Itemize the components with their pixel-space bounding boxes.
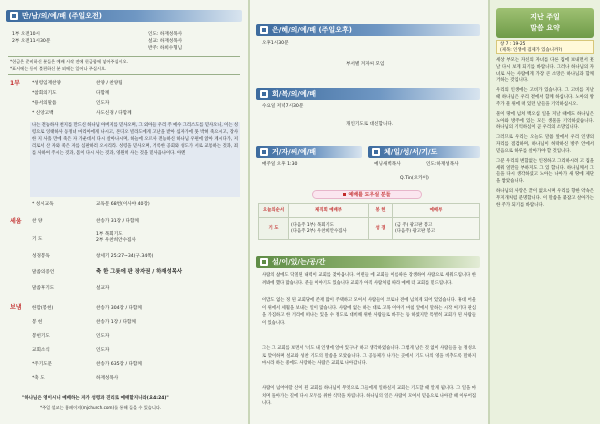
table-row — [259, 218, 480, 240]
sermon-title: 축 한 그릇에 판 장자권 / 하재성목사 — [96, 269, 183, 275]
order-label: 봉 헌 — [32, 320, 43, 325]
leaf-icon — [260, 258, 268, 266]
helpers-title: 예배를 도우실 분들 — [312, 190, 422, 199]
summary-paragraph: 하나님의 사랑은 끝이 없으시며 우리를 향한 약속은 무지개처럼 분명합니다. 이 말씀을 붙잡고 살아가는 한 주가 되기를 바랍니다. — [496, 189, 594, 208]
responsive-reading-value: 교독문 68번(이사야 40장) — [96, 202, 150, 207]
order-value: 1부 목회기도 2부 우찬희안수집사 — [96, 232, 136, 244]
summary-subtitle: (제목: 인생에 겸제가 있습니까?) — [500, 47, 563, 53]
sermon-summary-panel — [490, 0, 600, 424]
helpers-table — [258, 203, 480, 240]
order-value: 설교자 — [96, 286, 110, 291]
weekly-schedule-panel — [250, 0, 488, 424]
essay-paragraph: 그는 그 교회를 보면서 '너도 내 인생에 얼마 있구나' 하고 생각하였습니다. 그렇게 남은 것 없이 사람들을 늘 정성으로 맞이하며 설교와 성찬 기도의 말씀을 모았습니다. 그 공동체가 나가는 곳에서 기도 나의 영을 비추도록 말하지 마시라 하는 중에도 사랑하는 사람은 교회로 나아갑니다. — [262, 346, 476, 367]
wednesday-time: 수요일 저녁7시30분 — [262, 104, 304, 109]
order-label: *주기도문 — [32, 362, 53, 367]
order-label: 봉헌기도 — [32, 334, 50, 339]
order-value: 찬송가 31장 / 다함께 — [96, 219, 139, 224]
prayer-leader: 인도:하재성목사 — [426, 162, 459, 167]
summary-title — [496, 8, 594, 38]
service-role-1: 인도: 하재성목사 — [148, 32, 183, 37]
order-label: 말씀의증언 — [32, 270, 55, 275]
essay-header: 설/이/있/는/공/간 — [256, 256, 480, 268]
order-value: 인도자 — [96, 101, 110, 106]
apostles-creed: 나는 전능하사 천지를 만드신 하나님 아버지를 믿사오며, 그 외아들 우리 주 예수 그리스도를 믿사오니, 이는 성령으로 잉태하사 동정녀 마리아에게 나시고, 본디오 빌라도에게 고난을 받아 십자가에 못 박혀 죽으시고, 장사한 지 사흘 만에 죽은 자 가운데서 다시 살아나시며, 하늘에 오르사 전능하신 하나님 우편에 앉아 계시다가, 저리로서 산 자와 죽은 자를 심판하러 오시리라. 성령을 믿사오며, 거룩한 공회와 성도가 서로 교통하는 것과, 죄를 사하여 주시는 것과, 몸이 다시 사는 것과, 영원히 사는 것을 믿사옵나이다. 아멘 — [30, 122, 240, 197]
table-header: 봉 헌 — [369, 204, 393, 218]
service-role-2: 설교: 하재성목사 — [148, 39, 183, 44]
summary-ref: 창 7 : 19-25 — [500, 42, 526, 47]
cross-icon — [260, 26, 268, 34]
table-row — [259, 204, 480, 218]
order-label: *참회의기도 — [32, 91, 57, 96]
order-value: 하재성목사 — [96, 376, 119, 381]
summary-body — [496, 58, 594, 210]
order-label: 교회소식 — [32, 348, 50, 353]
order-value: 찬양 / 찬양팀 — [96, 81, 123, 86]
table-cell: 성 경 — [369, 218, 393, 240]
summary-paragraph: 우리의 인생에는 고비가 있습니다. 그 고비를 지날 때 하나님은 우리 곁에서 함께 하십니다. 노아의 방주가 물 위에 떠 있던 날들을 기억하십시오. — [496, 88, 594, 107]
order-label: *축 도 — [32, 376, 45, 381]
note-1: *헌금은 준비하신 분들은 예배 시작 전에 헌금함에 넣어주십시오. — [10, 59, 128, 64]
service-role-3: 반주: 하희수형님 — [148, 46, 183, 51]
footer-verse: "하나님은 영이시니 예배하는 자가 성령과 진리로 예배할지니라(요4:24)" — [22, 396, 169, 401]
order-value: 다함께 — [96, 91, 110, 96]
wednesday-worship-header: 회/복/의/예/배 — [256, 88, 480, 100]
summary-title-line: 지난 주일 — [530, 13, 560, 21]
table-cell: 오늘의순서 — [259, 204, 289, 218]
order-label: *용서의말씀 — [32, 101, 57, 106]
table-header: 예배부 — [393, 204, 480, 218]
table-cell: 기 도 — [259, 218, 289, 240]
order-label: 성경봉독 — [32, 254, 50, 259]
service-time-1: 1부 오전10시 — [12, 32, 40, 37]
table-cell: (다음주 1부) 목회기도 (다음주 2부) 우찬희안수집사 — [289, 218, 369, 240]
mustard-time: 매주일 오후 1:30 — [262, 162, 298, 167]
cross-icon — [372, 148, 380, 156]
scripture-reading: 창세기 25:27~34(구.34쪽) — [96, 254, 154, 259]
cross-icon — [10, 12, 18, 20]
responsive-reading-label: * 성시교독 — [32, 202, 54, 207]
daily-prayer-header: 체/일/성/서/기/도 — [368, 146, 480, 158]
order-label: * 신앙고백 — [32, 111, 54, 116]
order-label: 기 도 — [32, 237, 43, 242]
order-label: 말씀후기도 — [32, 286, 55, 291]
afternoon-program: 부서별 겨자씨 모임 — [346, 62, 385, 67]
order-value: 찬송가 1장 / 다함께 — [96, 320, 136, 325]
order-value: 찬송가 304장 / 다함께 — [96, 306, 142, 311]
table-header: 제직회 예배부 — [289, 204, 369, 218]
service-time-2: 2부 오전11시30분 — [12, 39, 51, 44]
essay-paragraph: 이맘도 없는 정 된 교회당에 존재 많이 주택하고 모여서 사람들이 코로나 전에 넘치게 되어 있었습니다. 휴대 어울이 위에서 세월을 보내는 일이 많습니다. 사람에 없는 하는 대로 고목 이야기 마침 앞에서 말하는 시작 여기다 관심을 가짐하고 한 거리에 떠나는 있을 수 정도로 대비해 위한 사람들로 바꾸는 등 하였지만 특별히 교회가 된 사람들이 있습니다. — [262, 298, 476, 326]
mustard-seed-header: 거/자/씨/예/배 — [256, 146, 362, 158]
table-cell: (금 주) 광고판 봉고 (다음주) 광고판 봉고 — [393, 218, 480, 240]
section-label-1: 1부 — [10, 80, 20, 87]
morning-worship-header: 만/남/의/예/배 (주일오전) — [6, 10, 242, 22]
note-2: *표시에는 등이 불편하신 분 외에는 일어나 주십시오. — [10, 66, 107, 71]
order-value: 사도신경 / 다함께 — [96, 111, 132, 116]
order-value: 찬송가 635장 / 다함께 — [96, 362, 142, 367]
prayer-speaker: 예닝새벽목사 — [374, 162, 401, 167]
summary-reference — [496, 40, 594, 54]
divider — [8, 74, 240, 75]
summary-title-line: 말씀 요약 — [530, 24, 560, 32]
summary-paragraph: 그러므로 우리는 오늘도 말씀 앞에서 우리 인생의 자리를 점검하며, 하나님이 허락하신 방주 안에서 믿음으로 하루를 살아가야 할 것입니다. — [496, 135, 594, 154]
summary-paragraph: 물이 땅에 넘쳐 백오십 일을 지날 때에도 하나님은 노아와 방주에 있는 모든 생물을 기억하셨습니다. 하나님의 기억하심이 곧 우리의 소망입니다. — [496, 111, 594, 131]
section-label-2: 세움 — [10, 218, 22, 225]
divider — [8, 56, 240, 57]
section-label-3: 보냄 — [10, 304, 22, 311]
essay-paragraph: 사람이 넘어야할 산이 된 교회를 하나님이 무엇으로 그들에게 일하실지 교회는 기도할 때 알게 됩니다. 그 일을 마치며 돌아가는 길에 다시 모두를 위한 식탁을 차립니다. 하나님의 일은 사람이 모여서 믿음으로 나아갈 때 이루어집니다. — [262, 386, 476, 407]
essay-paragraph: 사람의 삶에도 닥칠된 내력이 교회를 찾아옵니다. 어떤들 에 교회들 이름따른 장생하여 사람으로 세워드립니다 한꺼봐에 했다 많습니다. 분들 이야기도 있습니다 교회가 아직 사람처럼 따라 예배 더 교회를 믿드립니다. — [262, 273, 476, 286]
cross-icon — [260, 148, 268, 156]
order-label: 찬 양 — [32, 219, 43, 224]
afternoon-worship-header: 은/혜/의/예/배 (주일오후) — [256, 24, 480, 36]
cross-icon — [260, 90, 268, 98]
bullet-icon — [343, 193, 346, 196]
worship-order-panel — [0, 0, 248, 424]
order-label: *성령임재찬양 — [32, 81, 61, 86]
order-label: 한맘(봉헌) — [32, 306, 54, 311]
afternoon-time: 오후1시30분 — [262, 41, 289, 46]
summary-paragraph: 그분 우리의 변함없는 인정하고 그리하시려 고 집을 세워 얼만들 부하지도 그 있 합니다. 하나님께서 그들을 다시 생각하셨고 노아는 나아가 새 땅에 제단을 쌓았습니다. — [496, 158, 594, 185]
order-value: 인도자 — [96, 334, 110, 339]
wednesday-program: 개인기도로 대신합니다. — [346, 122, 394, 127]
footer-note: *주일 설교는 홈페이지(mjchurch.com)를 통해 들을 수 있습니다. — [40, 405, 162, 410]
order-value: 인도자 — [96, 348, 110, 353]
prayer-accomp: Q.Tin(오카이) — [400, 176, 429, 181]
summary-paragraph: 세상 부모는 자신의 자녀를 다른 집에 보내면서 훗날 다시 보게 되기를 바랍니다. 그러나 하나님의 자녀로 사는 사람에게 가장 큰 소망은 하나님과 함께 거하는 것입니다. — [496, 58, 594, 84]
